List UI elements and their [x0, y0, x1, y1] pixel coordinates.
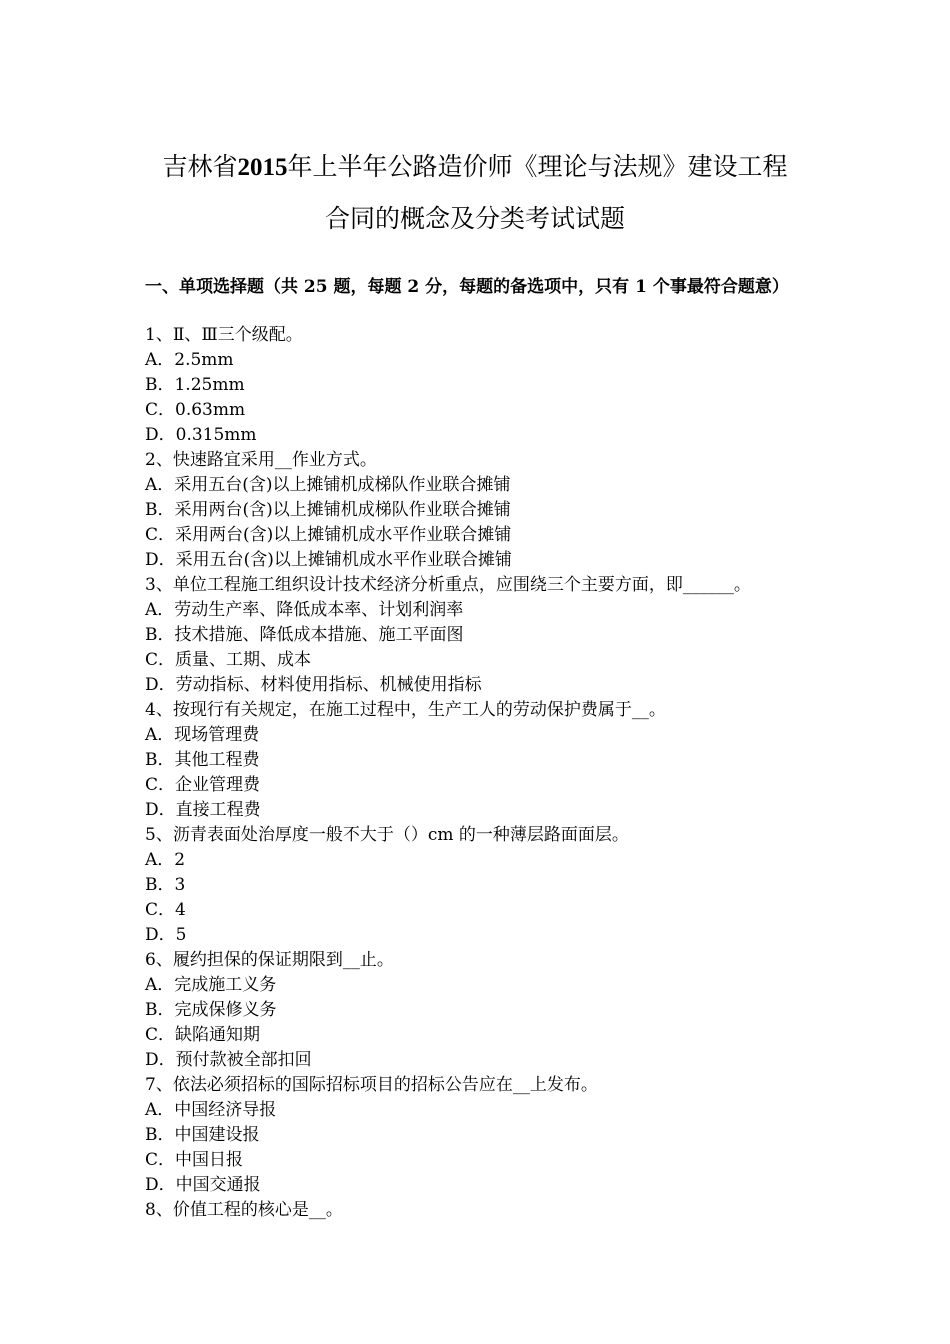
- option-4d: D．直接工程费: [145, 800, 261, 820]
- option-2b: B．采用两台(含)以上摊铺机成梯队作业联合摊铺: [145, 500, 511, 520]
- document-title-line2: 合同的概念及分类考试试题: [324, 204, 625, 233]
- option-1a: A．2.5mm: [145, 350, 234, 370]
- option-4b: B．其他工程费: [145, 750, 260, 770]
- title-year: 2015: [237, 154, 288, 181]
- option-6d: D．预付款被全部扣回: [145, 1050, 312, 1070]
- option-1c: C．0.63mm: [145, 400, 246, 420]
- question-3: 3、单位工程施工组织设计技术经济分析重点，应围绕三个主要方面，即______。: [145, 575, 751, 595]
- option-2a: A．采用五台(含)以上摊铺机成梯队作业联合摊铺: [145, 475, 511, 495]
- option-4c: C．企业管理费: [145, 775, 261, 795]
- title-part2: 年上半年公路造价师《理论与法规》建设工程: [287, 152, 788, 181]
- option-3d: D．劳动指标、材料使用指标、机械使用指标: [145, 675, 482, 695]
- option-1b: B．1.25mm: [145, 375, 245, 395]
- option-6c: C．缺陷通知期: [145, 1025, 261, 1045]
- option-1d: D．0.315mm: [145, 425, 257, 445]
- option-5c: C．4: [145, 900, 186, 920]
- option-7a: A．中国经济导报: [145, 1100, 277, 1120]
- option-4a: A．现场管理费: [145, 725, 260, 745]
- option-5b: B．3: [145, 875, 186, 895]
- option-7b: B．中国建设报: [145, 1125, 260, 1145]
- option-5a: A．2: [145, 850, 186, 870]
- question-8: 8、价值工程的核心是__。: [145, 1200, 343, 1220]
- option-2d: D．采用五台(含)以上摊铺机成水平作业联合摊铺: [145, 550, 512, 570]
- question-6: 6、履约担保的保证期限到__止。: [145, 950, 394, 970]
- question-4: 4、按现行有关规定，在施工过程中，生产工人的劳动保护费属于__。: [145, 700, 666, 720]
- question-1: 1、Ⅱ、Ⅲ三个级配。: [145, 325, 303, 345]
- option-3b: B．技术措施、降低成本措施、施工平面图: [145, 625, 464, 645]
- option-3c: C．质量、工期、成本: [145, 650, 312, 670]
- document-title: [100, 152, 850, 183]
- title-part1: 吉林省: [162, 152, 238, 181]
- option-2c: C．采用两台(含)以上摊铺机成水平作业联合摊铺: [145, 525, 512, 545]
- option-5d: D．5: [145, 925, 187, 945]
- question-5: 5、沥青表面处治厚度一般不大于（）cm 的一种薄层路面面层。: [145, 825, 629, 845]
- section-heading: 一、单项选择题（共 25 题，每题 2 分，每题的备选项中，只有 1 个事最符合题意）: [145, 277, 789, 297]
- option-7d: D．中国交通报: [145, 1175, 261, 1195]
- option-3a: A．劳动生产率、降低成本率、计划利润率: [145, 600, 464, 620]
- question-7: 7、依法必须招标的国际招标项目的招标公告应在__上发布。: [145, 1075, 598, 1095]
- option-6a: A．完成施工义务: [145, 975, 277, 995]
- option-7c: C．中国日报: [145, 1150, 244, 1170]
- question-list: [145, 323, 845, 1223]
- question-2: 2、快速路宜采用__作业方式。: [145, 450, 377, 470]
- option-6b: B．完成保修义务: [145, 1000, 277, 1020]
